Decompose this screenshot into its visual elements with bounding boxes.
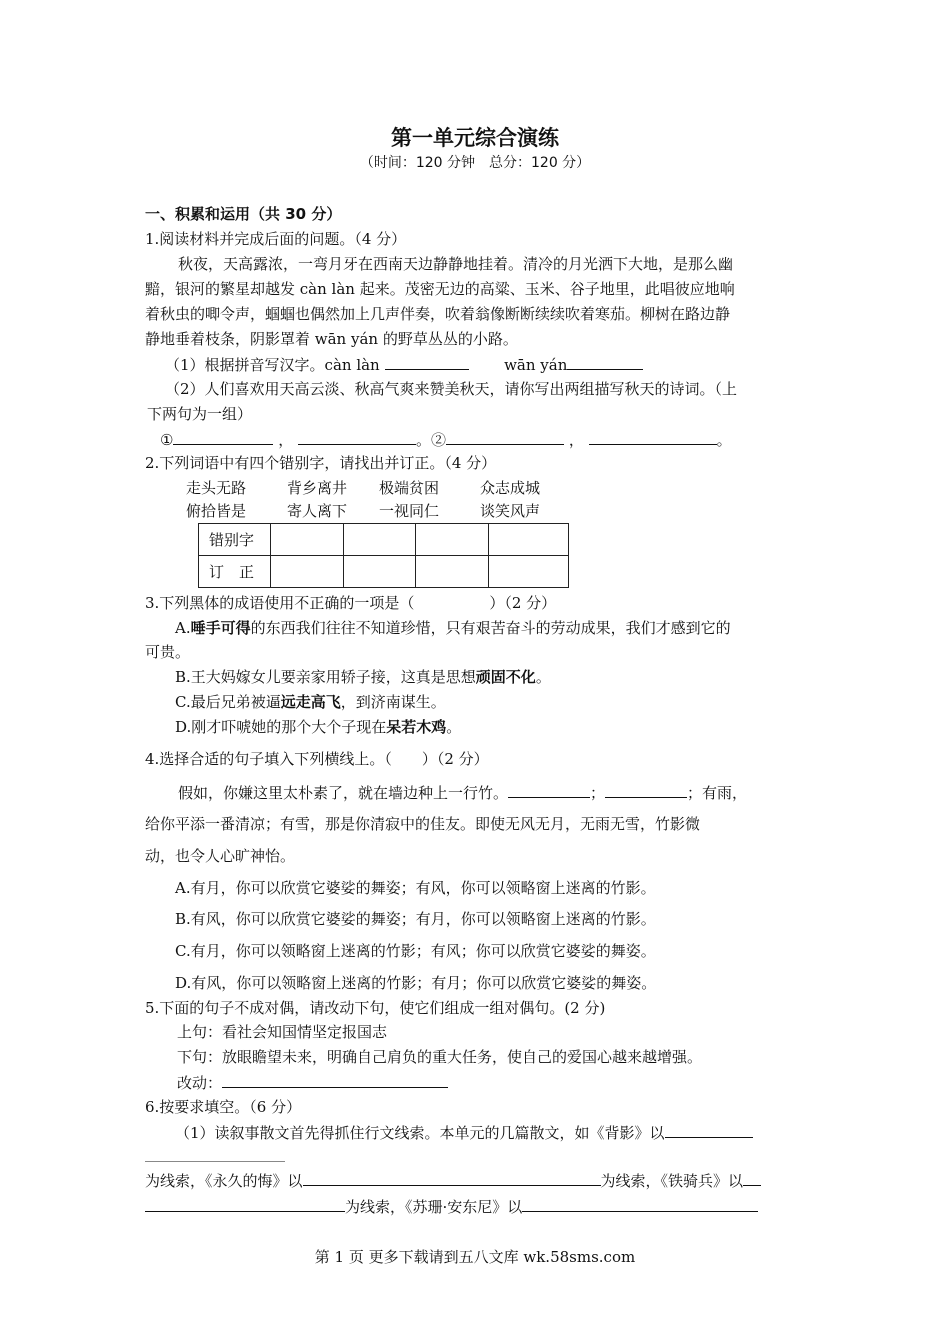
q3-option-d[interactable] — [175, 717, 461, 737]
option-text: 的东西我们往往不知道珍惜，只有艰苦奋斗的劳动成果，我们才感到它的 — [250, 619, 731, 637]
q1-passage-line: 黯，银河的繁星却越发 càn làn 起来。茂密无边的高粱、玉米、谷子地里，此唱彼应地响 — [145, 280, 735, 298]
q6-line3 — [145, 1196, 758, 1217]
bold-idiom: 呆若木鸡 — [386, 718, 447, 736]
page-footer: 第 1 页 更多下载请到五八文库 wk.58sms.com — [314, 1248, 636, 1266]
option-text: B.王大妈嫁女儿要亲家用轿子接，这真是思想 — [175, 668, 476, 686]
correction-table — [198, 523, 569, 588]
table-label: 订 正 — [199, 556, 271, 588]
option-letter: A. — [175, 619, 191, 637]
option-text: ，到济南谋生。 — [340, 693, 446, 711]
answer-blank[interactable] — [665, 1122, 753, 1138]
q4-option-a[interactable]: A.有月，你可以欣赏它婆娑的舞姿；有风，你可以领略窗上迷离的竹影。 — [175, 879, 656, 897]
q2-word: 众志成城 — [480, 479, 541, 497]
answer-blank[interactable] — [589, 429, 717, 445]
option-text: D.刚才吓唬她的那个大个子现在 — [175, 718, 387, 736]
q4-option-b[interactable]: B.有风，你可以欣赏它婆娑的舞姿；有月，你可以领略窗上迷离的竹影。 — [175, 910, 656, 928]
q2-word: 一视同仁 — [379, 502, 440, 520]
answer-cell[interactable] — [416, 556, 489, 588]
q2-word: 寄人离下 — [287, 502, 348, 520]
q3-option-b[interactable] — [175, 667, 551, 687]
q5-upper: 上句：看社会知国情坚定报国志 — [177, 1023, 388, 1041]
option-text: C.最后兄弟被逼 — [175, 693, 281, 711]
answer-blank[interactable] — [522, 1196, 758, 1212]
answer-blank[interactable] — [605, 782, 687, 798]
answer-blank[interactable] — [298, 429, 416, 445]
q1-passage-line: 静地垂着枝条，阴影罩着 wān yán 的野草丛丛的小路。 — [145, 330, 518, 348]
divider-line — [145, 1161, 285, 1162]
circled-two: 。② — [416, 431, 447, 449]
exam-info: （时间：120 分钟 总分：120 分） — [359, 155, 591, 171]
q3-option-a-cont: 可贵。 — [145, 643, 191, 661]
table-row — [199, 524, 569, 556]
q4-option-c[interactable]: C.有月，你可以领略窗上迷离的竹影；有风；你可以欣赏它婆娑的舞姿。 — [175, 942, 656, 960]
answer-blank[interactable] — [145, 1196, 345, 1212]
q1-sub2-line1: （2）人们喜欢用天高云淡、秋高气爽来赞美秋天，请你写出两组描写秋天的诗词。（上 — [165, 380, 738, 398]
answer-cell[interactable] — [489, 556, 569, 588]
q5-stem: 5.下面的句子不成对偶，请改动下句，使它们组成一组对偶句。(2 分) — [145, 999, 606, 1017]
q1-sub2-blanks — [160, 429, 732, 450]
q1-passage-line: 秋夜，天高露浓，一弯月牙在西南天边静静地挂着。清冷的月光洒下大地，是那么幽 — [178, 255, 734, 273]
answer-blank[interactable] — [385, 354, 469, 370]
bold-idiom: 远走高飞 — [280, 693, 341, 711]
period: 。 — [716, 431, 732, 449]
q6-text: （1）读叙事散文首先得抓住行文线索。本单元的几篇散文，如《背影》以 — [175, 1124, 665, 1142]
answer-cell[interactable] — [416, 524, 489, 556]
q6-line2 — [145, 1170, 761, 1191]
option-text: 。 — [446, 718, 462, 736]
q4-passage-line: 给你平添一番清凉；有雪，那是你清寂中的佳友。即使无风无月，无雨无雪，竹影微 — [145, 815, 701, 833]
answer-cell[interactable] — [271, 524, 344, 556]
answer-blank[interactable] — [508, 782, 590, 798]
q1-sub1-prompt: （1）根据拼音写汉字。càn làn — [165, 356, 380, 374]
answer-cell[interactable] — [271, 556, 344, 588]
answer-blank[interactable] — [173, 429, 273, 445]
page-title: 第一单元综合演练 — [391, 126, 559, 150]
q6-text: 为线索，《永久的悔》以 — [145, 1172, 303, 1190]
q2-word: 谈笑风声 — [480, 502, 541, 520]
q1-sub1-pinyin: wān yán — [504, 356, 568, 374]
comma: ， — [568, 431, 584, 449]
q1-sub1 — [165, 354, 643, 375]
option-text: 。 — [535, 668, 551, 686]
q2-word: 俯拾皆是 — [186, 502, 247, 520]
bold-idiom: 顽固不化 — [475, 668, 536, 686]
bold-idiom: 唾手可得 — [190, 619, 251, 637]
q4-passage-line: 动，也令人心旷神怡。 — [145, 847, 296, 865]
q5-revise — [177, 1072, 448, 1093]
q2-word: 极端贫困 — [379, 479, 440, 497]
q2-word: 走头无路 — [186, 479, 247, 497]
q1-sub2-line2: 下两句为一组） — [147, 405, 253, 423]
table-row — [199, 556, 569, 588]
q6-text: 为线索，《苏珊·安东尼》以 — [345, 1198, 523, 1216]
answer-cell[interactable] — [489, 524, 569, 556]
comma: ， — [278, 431, 294, 449]
q4-passage-line — [178, 782, 747, 803]
q6-text: 为线索，《铁骑兵》以 — [600, 1172, 744, 1190]
circled-one: ① — [160, 431, 174, 449]
section-heading: 一、积累和运用（共 30 分） — [145, 205, 342, 223]
q3-stem: 3.下列黑体的成语使用不正确的一项是（ ）（2 分） — [145, 594, 557, 612]
answer-blank[interactable] — [743, 1170, 761, 1186]
q1-passage-line: 着秋虫的唧令声，蝈蝈也偶然加上几声伴奏，吹着翁像断断续续吹着寒茄。柳树在路边静 — [145, 305, 731, 323]
q3-option-a[interactable] — [175, 618, 731, 638]
q3-option-c[interactable] — [175, 692, 446, 712]
q2-stem: 2.下列词语中有四个错别字，请找出并订正。（4 分） — [145, 454, 497, 472]
q4-stem: 4.选择合适的句子填入下列横线上。（ ）（2 分） — [145, 750, 489, 768]
answer-blank[interactable] — [303, 1170, 601, 1186]
q1-stem: 1.阅读材料并完成后面的问题。（4 分） — [145, 230, 407, 248]
table-label: 错别字 — [199, 524, 271, 556]
answer-cell[interactable] — [344, 556, 416, 588]
q6-line1 — [175, 1122, 753, 1143]
q4-option-d[interactable]: D.有风，你可以领略窗上迷离的竹影；有月；你可以欣赏它婆娑的舞姿。 — [175, 974, 657, 992]
passage-text: 假如，你嫌这里太朴素了，就在墙边种上一行竹。 — [178, 784, 509, 802]
answer-blank[interactable] — [567, 354, 643, 370]
passage-text: ； — [590, 784, 606, 802]
q2-word: 背乡离井 — [287, 479, 348, 497]
q5-lower: 下句：放眼瞻望未来，明确自己肩负的重大任务，使自己的爱国心越来越增强。 — [177, 1048, 703, 1066]
passage-text: ；有雨， — [687, 784, 748, 802]
answer-blank[interactable] — [446, 429, 564, 445]
answer-blank[interactable] — [222, 1072, 448, 1088]
revise-label: 改动： — [177, 1074, 223, 1092]
answer-cell[interactable] — [344, 524, 416, 556]
q6-stem: 6.按要求填空。（6 分） — [145, 1098, 302, 1116]
